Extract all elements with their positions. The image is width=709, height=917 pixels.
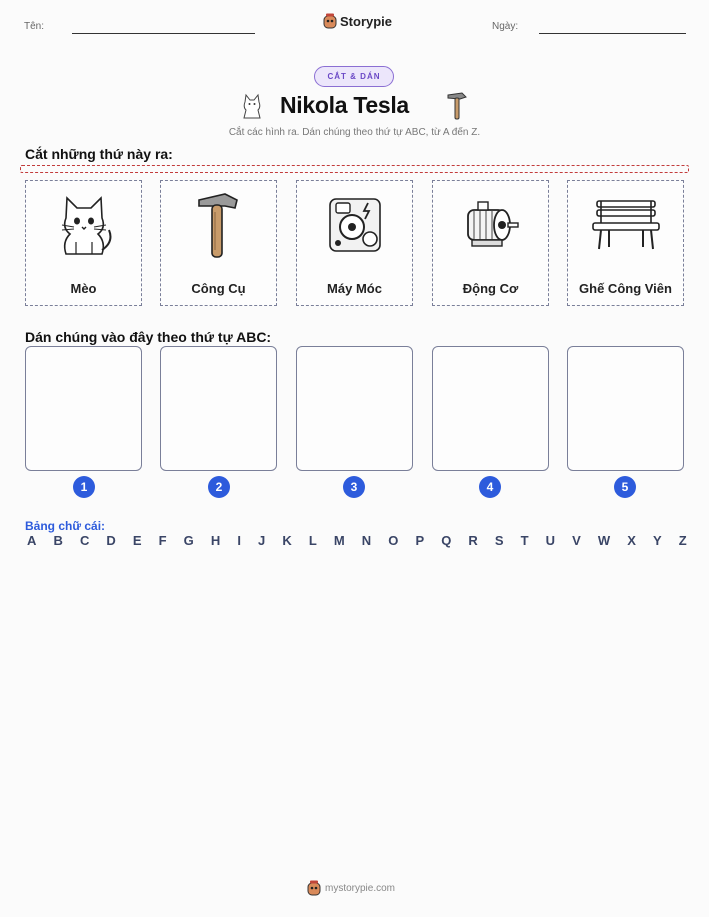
- alphabet-letter: F: [158, 533, 167, 548]
- alphabet-letter: I: [237, 533, 241, 548]
- paste-slot-3[interactable]: [296, 346, 413, 471]
- alphabet-title: Bảng chữ cái:: [25, 519, 106, 533]
- alphabet-letter: O: [388, 533, 399, 548]
- alphabet-letter: B: [53, 533, 63, 548]
- alphabet-letter: C: [79, 533, 90, 548]
- date-label: Ngày:: [492, 21, 519, 32]
- slot-number: 3: [343, 476, 365, 498]
- cut-card-cat[interactable]: [25, 180, 142, 306]
- alphabet-letter: M: [333, 533, 345, 548]
- alphabet-letter: J: [258, 533, 266, 548]
- brand-logo: [323, 13, 392, 29]
- cut-line: [20, 165, 689, 173]
- alphabet-row: [27, 533, 687, 548]
- slot-number: 4: [479, 476, 501, 498]
- cut-card-label: Động Cơ: [462, 281, 519, 296]
- page-title: Nikola Tesla: [280, 92, 409, 118]
- brand-name: Storypie: [340, 13, 393, 29]
- cat-icon: [54, 192, 114, 258]
- alphabet-letter: A: [27, 533, 37, 548]
- activity-badge: CẮT & DÁN: [314, 66, 394, 87]
- hammer-icon: [195, 190, 243, 260]
- cut-card-label: Máy Móc: [327, 281, 382, 296]
- bench-icon: [591, 197, 661, 253]
- alphabet-letter: E: [132, 533, 142, 548]
- alphabet-letter: Q: [441, 533, 452, 548]
- cut-card-label: Ghế Công Viên: [579, 281, 672, 296]
- alphabet-letter: R: [468, 533, 478, 548]
- date-line: [539, 33, 686, 34]
- instructions: Cắt các hình ra. Dán chúng theo thứ tự ABC, từ A đến Z.: [228, 127, 481, 138]
- cut-card-label: Mèo: [70, 281, 97, 296]
- alphabet-letter: H: [210, 533, 221, 548]
- paste-slot-5[interactable]: [567, 346, 684, 471]
- alphabet-letter: Y: [652, 533, 662, 548]
- alphabet-letter: S: [494, 533, 504, 548]
- alphabet-letter: T: [520, 533, 529, 548]
- cut-card-machine[interactable]: [296, 180, 413, 306]
- cut-card-bench[interactable]: [567, 180, 684, 306]
- name-label: Tên:: [24, 21, 45, 32]
- alphabet-letter: K: [282, 533, 292, 548]
- cut-card-tool[interactable]: [160, 180, 277, 306]
- alphabet-letter: W: [597, 533, 611, 548]
- paste-heading: Dán chúng vào đây theo thứ tự ABC:: [25, 329, 272, 345]
- name-line: [72, 33, 255, 34]
- alphabet-letter: L: [308, 533, 317, 548]
- hammer-icon: [446, 91, 468, 121]
- footer: [307, 880, 395, 896]
- paste-slot-1[interactable]: [25, 346, 142, 471]
- alphabet-letter: V: [572, 533, 581, 548]
- alphabet-letter: P: [415, 533, 425, 548]
- alphabet-letter: G: [183, 533, 194, 548]
- alphabet-letter: N: [361, 533, 372, 548]
- slot-number: 2: [208, 476, 230, 498]
- storypie-mascot-icon: [307, 880, 321, 896]
- slot-number: 1: [73, 476, 95, 498]
- slot-number: 5: [614, 476, 636, 498]
- paste-slot-4[interactable]: [432, 346, 549, 471]
- cut-heading: Cắt những thứ này ra:: [25, 146, 173, 162]
- motor-icon: [460, 194, 522, 256]
- alphabet-letter: X: [627, 533, 636, 548]
- machine-icon: [324, 193, 386, 257]
- alphabet-letter: D: [106, 533, 116, 548]
- cut-card-label: Công Cụ: [191, 281, 246, 296]
- alphabet-letter: U: [545, 533, 556, 548]
- cat-icon: [240, 92, 264, 120]
- footer-url: mystorypie.com: [325, 882, 396, 894]
- cut-card-motor[interactable]: [432, 180, 549, 306]
- paste-slot-2[interactable]: [160, 346, 277, 471]
- storypie-mascot-icon: [323, 13, 337, 29]
- alphabet-letter: Z: [678, 533, 687, 548]
